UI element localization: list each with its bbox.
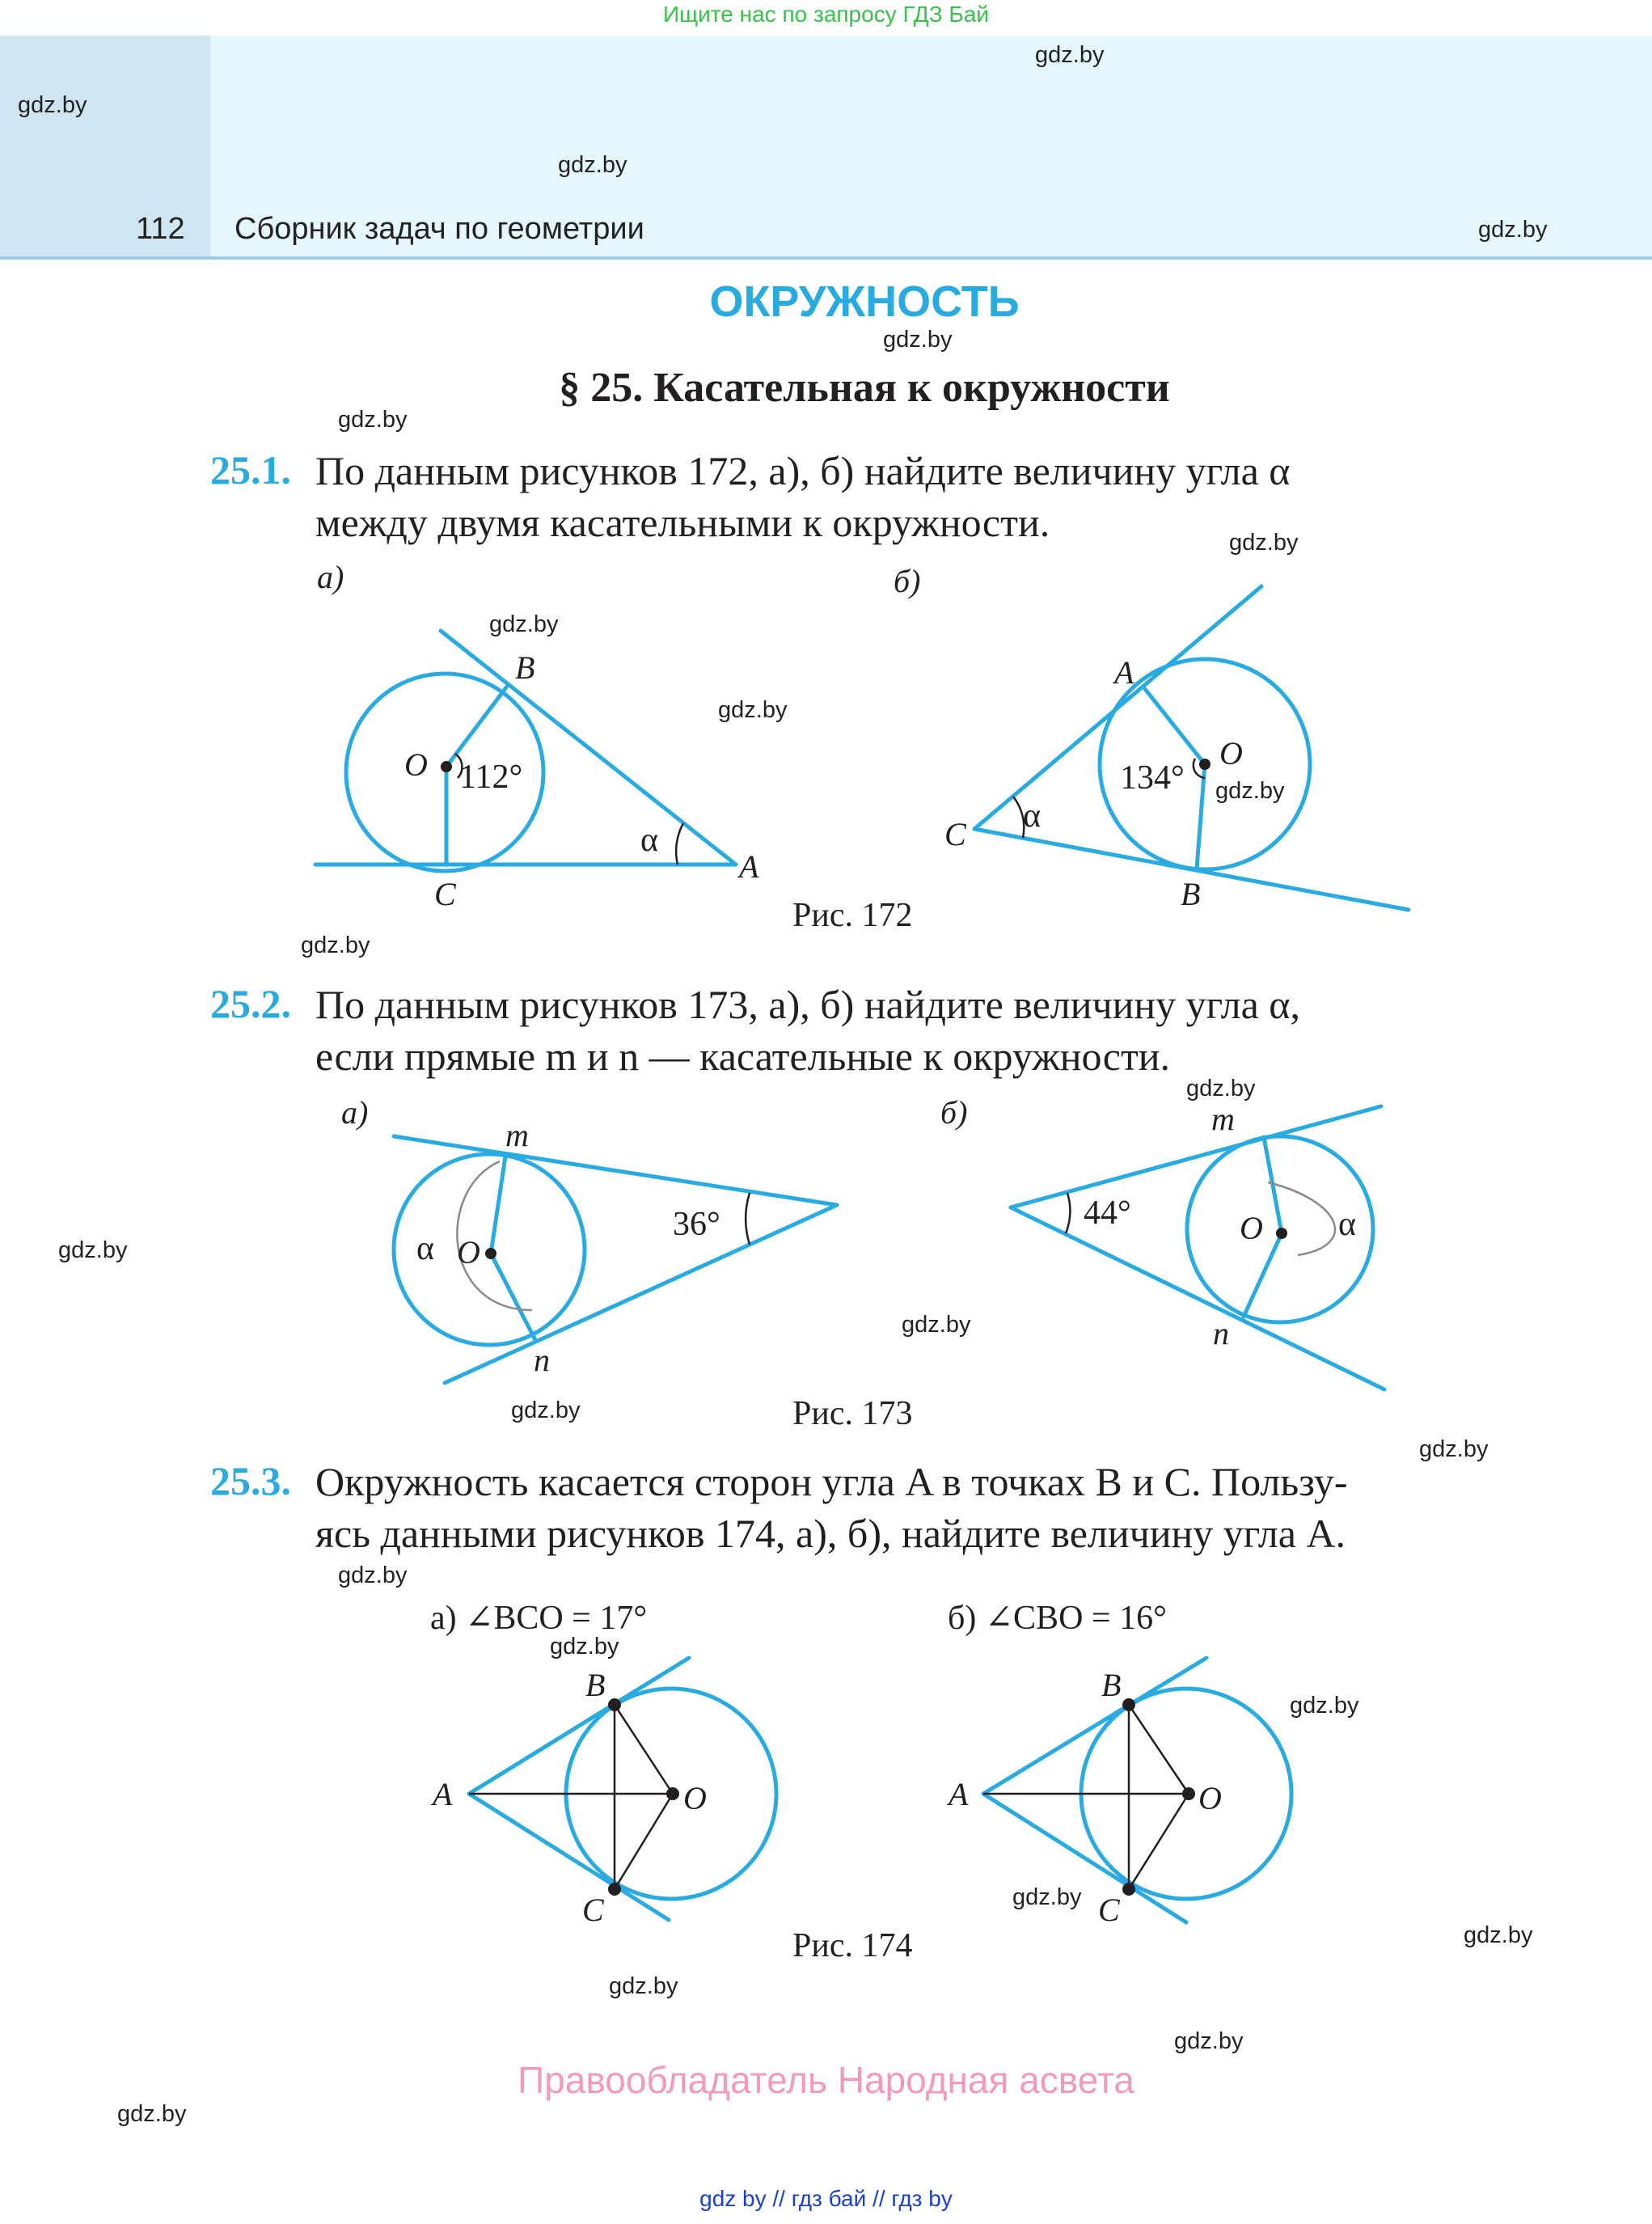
tangent-line bbox=[441, 631, 736, 865]
tangent-line-n bbox=[445, 1205, 837, 1383]
tangent-line bbox=[983, 1658, 1206, 1794]
point-label: C bbox=[582, 1892, 604, 1928]
watermark: gdz.by bbox=[117, 2101, 187, 2127]
line-label-m: m bbox=[1211, 1101, 1235, 1137]
top-banner: Ищите нас по запросу ГДЗ Бай bbox=[662, 2, 990, 27]
page-number: 112 bbox=[136, 212, 185, 246]
watermark: gdz.by bbox=[58, 1237, 128, 1263]
figure-172b bbox=[974, 586, 1409, 910]
footer-links[interactable]: gdz by // гдз бай // гдз by bbox=[699, 2186, 953, 2211]
line-label-n: n bbox=[534, 1342, 550, 1378]
watermark: gdz.by bbox=[550, 1634, 619, 1660]
angle-arc bbox=[676, 823, 683, 865]
watermark: gdz.by bbox=[1012, 1884, 1082, 1910]
watermark: gdz.by bbox=[1215, 778, 1285, 804]
watermark: gdz.by bbox=[1174, 2028, 1244, 2054]
point-label: B bbox=[515, 649, 535, 686]
watermark: gdz.by bbox=[558, 152, 627, 178]
point-label: O bbox=[404, 746, 428, 783]
radius bbox=[1145, 689, 1205, 764]
figure-label: б) bbox=[940, 1094, 968, 1131]
watermark: gdz.by bbox=[1035, 42, 1105, 68]
watermark: gdz.by bbox=[1419, 1436, 1489, 1462]
point-label: B bbox=[1101, 1667, 1122, 1703]
figure-caption: Рис. 174 bbox=[792, 1927, 913, 1964]
watermark: gdz.by bbox=[1186, 1076, 1256, 1101]
center-label: O bbox=[457, 1234, 480, 1271]
problem-text-line: Окружность касается сторон угла A в точках B и C. Пользу- bbox=[315, 1459, 1348, 1504]
watermark: gdz.by bbox=[301, 932, 370, 958]
watermark: gdz.by bbox=[902, 1312, 971, 1338]
watermark: gdz.by bbox=[18, 92, 87, 118]
angle-value: 36° bbox=[673, 1206, 720, 1243]
problem-number: 25.2. bbox=[210, 981, 291, 1026]
radius bbox=[1197, 764, 1205, 869]
angle-value: 44° bbox=[1084, 1194, 1131, 1232]
figure-174a bbox=[469, 1658, 776, 1920]
figure-label: б) bbox=[894, 563, 921, 599]
point-label: O bbox=[1198, 1780, 1222, 1816]
point-label: A bbox=[1114, 654, 1134, 691]
figure-label: б) ∠CBO = 16° bbox=[948, 1600, 1167, 1637]
watermark: gdz.by bbox=[338, 407, 408, 433]
figure-caption: Рис. 173 bbox=[792, 1395, 913, 1432]
chapter-title: ОКРУЖНОСТЬ bbox=[709, 277, 1020, 326]
tangent-line-m bbox=[394, 1136, 837, 1205]
angle-value: 112° bbox=[459, 759, 523, 796]
radius bbox=[491, 1156, 505, 1254]
point-label: A bbox=[739, 848, 759, 885]
watermark: gdz.by bbox=[511, 1397, 581, 1423]
watermark: gdz.by bbox=[883, 327, 953, 353]
watermark: gdz.by bbox=[1290, 1693, 1359, 1719]
watermark: gdz.by bbox=[338, 1562, 408, 1588]
watermark: gdz.by bbox=[1229, 530, 1299, 556]
copyright-notice: Правообладатель Народная асвета bbox=[518, 2059, 1134, 2101]
figure-174b bbox=[983, 1658, 1291, 1922]
point-label: C bbox=[1098, 1892, 1120, 1928]
point-label: B bbox=[1181, 876, 1201, 912]
figure-173b bbox=[1011, 1106, 1384, 1389]
alpha-label: α bbox=[416, 1230, 435, 1267]
alpha-label: α bbox=[640, 822, 659, 859]
book-title: Сборник задач по геометрии bbox=[234, 212, 644, 246]
problem-number: 25.1. bbox=[210, 447, 291, 493]
figure-caption: Рис. 172 bbox=[792, 897, 913, 934]
radius bbox=[491, 1254, 535, 1340]
point-label: O bbox=[1219, 735, 1243, 772]
point-label: A bbox=[433, 1776, 453, 1812]
watermark: gdz.by bbox=[718, 697, 788, 723]
point-label: C bbox=[944, 816, 966, 852]
point-label: B bbox=[585, 1667, 606, 1703]
watermark: gdz.by bbox=[489, 611, 559, 637]
problem-number: 25.3. bbox=[210, 1458, 291, 1503]
center-label: O bbox=[1240, 1210, 1263, 1246]
point-label: O bbox=[683, 1780, 707, 1816]
section-title: § 25. Касательная к окружности bbox=[559, 365, 1170, 411]
problem-text-line: если прямые m и n — касательные к окружности. bbox=[315, 1034, 1171, 1079]
angle-value: 134° bbox=[1120, 759, 1185, 797]
point-label: A bbox=[949, 1776, 969, 1812]
problem-text-line: между двумя касательными к окружности. bbox=[315, 500, 1050, 545]
figure-label: а) ∠BCO = 17° bbox=[430, 1600, 648, 1637]
angle-arc bbox=[746, 1193, 750, 1245]
alpha-label: α bbox=[1023, 797, 1041, 835]
problem-text-line: ясь данными рисунков 174, а), б), найдите величину угла A. bbox=[315, 1511, 1346, 1556]
point-label: C bbox=[434, 876, 456, 912]
alpha-label: α bbox=[1338, 1206, 1357, 1243]
angle-arc bbox=[1066, 1193, 1070, 1233]
watermark: gdz.by bbox=[1464, 1922, 1533, 1948]
problem-text-line: По данным рисунков 172, а), б) найдите величину угла α bbox=[315, 448, 1291, 493]
figure-label: а) bbox=[341, 1094, 369, 1131]
line-label-m: m bbox=[505, 1117, 529, 1153]
watermark: gdz.by bbox=[609, 1973, 678, 1999]
line-label-n: n bbox=[1213, 1315, 1229, 1351]
watermark: gdz.by bbox=[1478, 217, 1548, 243]
problem-text-line: По данным рисунков 173, а), б) найдите величину угла α, bbox=[315, 982, 1300, 1027]
tangent-line bbox=[469, 1658, 689, 1794]
figure-label: а) bbox=[317, 559, 344, 595]
tangent-line-n bbox=[1011, 1207, 1384, 1389]
